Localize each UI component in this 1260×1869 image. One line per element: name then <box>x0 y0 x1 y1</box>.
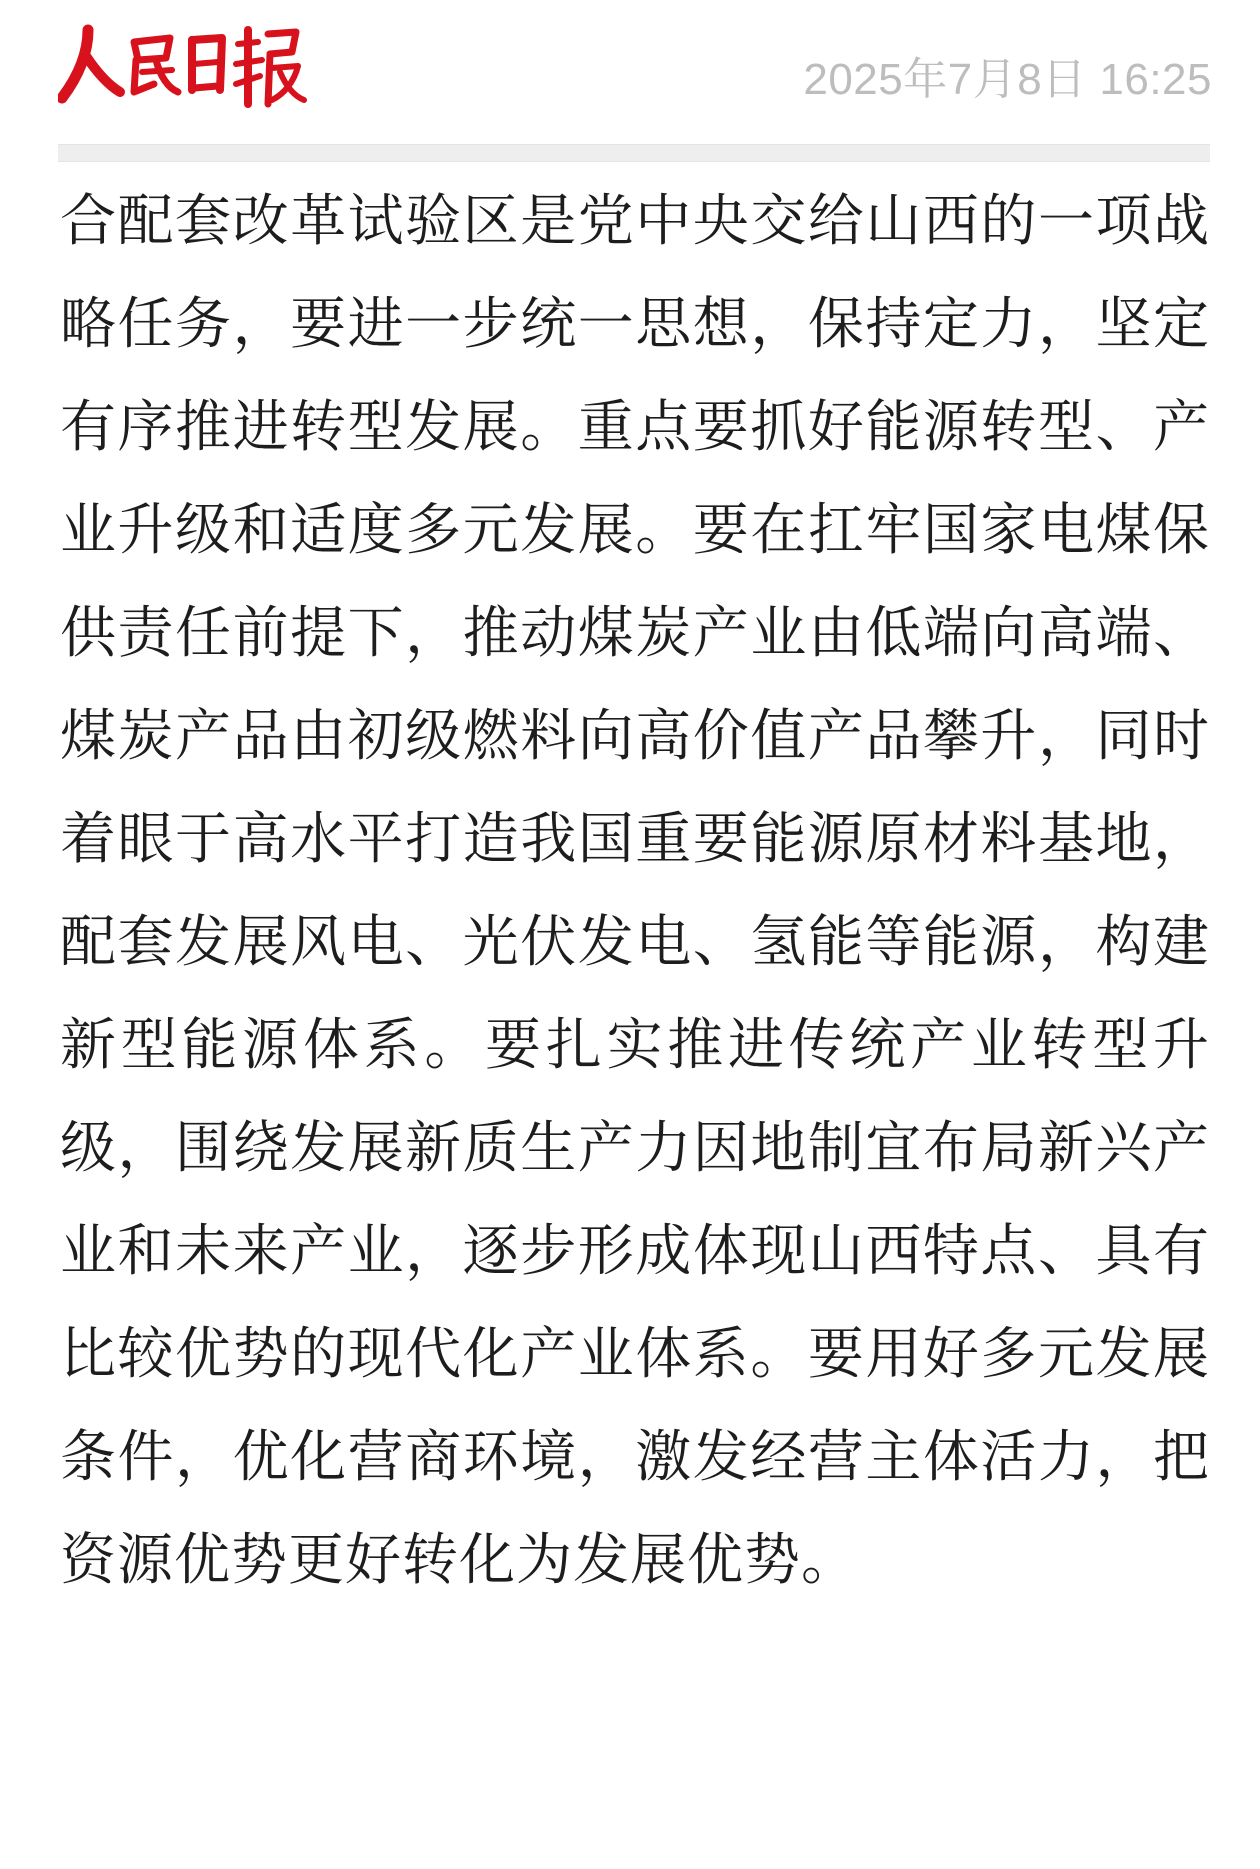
publish-timestamp: 2025年7月8日 16:25 <box>803 55 1212 104</box>
article-paragraph: 合配套改革试验区是党中央交给山西的一项战略任务，要进一步统一思想，保持定力，坚定有序推进转型发展。重点要抓好能源转型、产业升级和适度多元发展。要在扛牢国家电煤保供责任前提下，推动煤炭产业由低端向高端、煤炭产品由初级燃料向高价值产品攀升，同时着眼于高水平打造我国重要能源原材料基地，配套发展风电、光伏发电、氢能等能源，构建新型能源体系。要扎实推进传统产业转型升级，围绕发展新质生产力因地制宜布局新兴产业和未来产业，逐步形成体现山西特点、具有比较优势的现代化产业体系。要用好多元发展条件，优化营商环境，激发经营主体活力，把资源优势更好转化为发展优势。 <box>60 189 1210 1593</box>
header-divider <box>58 144 1210 162</box>
article-header <box>0 0 1260 150</box>
newspaper-logo-icon <box>58 12 308 116</box>
article-body <box>60 170 1210 1612</box>
newspaper-logo <box>58 12 308 116</box>
